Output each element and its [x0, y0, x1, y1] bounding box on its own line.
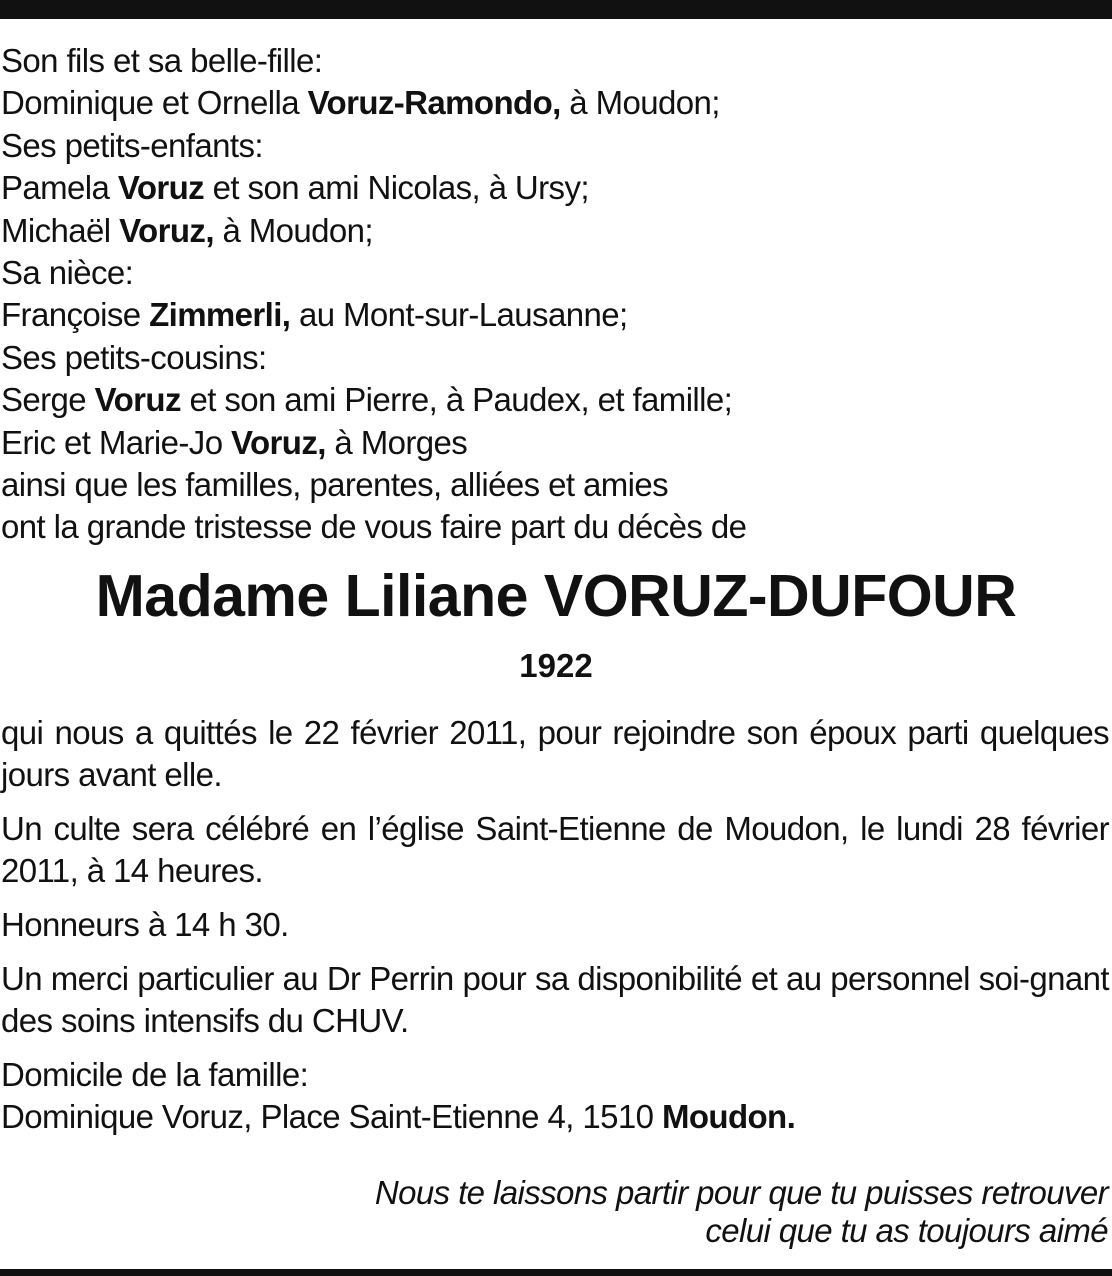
family-heading-grandchildren: [1, 125, 1111, 167]
family-member-line: [1, 210, 1111, 252]
family-surname: Voruz: [117, 169, 205, 207]
top-border-rule: [0, 0, 1112, 19]
family-heading-son: [1, 40, 1111, 82]
family-surname: Voruz-Ramondo,: [307, 84, 561, 122]
family-text: et son ami Pierre, à Paudex, et famille;: [180, 381, 733, 419]
service-paragraph: Un culte sera célébré en l’église Saint-Etienne de Moudon, le lundi 28 février 2011, à 14 heures.: [1, 810, 1109, 889]
family-member-line: [1, 82, 1111, 124]
family-member-line: [1, 294, 1111, 336]
death-paragraph: qui nous a quittés le 22 février 2011, pour rejoindre son époux parti quelques jours avant elle.: [1, 714, 1109, 793]
family-address: [1, 1054, 1109, 1138]
address-label: Domicile de la famille:: [1, 1056, 309, 1093]
family-text: Dominique et Ornella: [1, 84, 308, 122]
family-text: ainsi que les familles, parentes, alliées et amies: [1, 465, 669, 503]
notice-body: [1, 712, 1109, 1150]
family-text: Michaël: [1, 211, 120, 249]
honours-paragraph: Honneurs à 14 h 30.: [1, 906, 289, 943]
family-text: à Moudon;: [213, 211, 374, 249]
family-heading-cousins: [1, 337, 1111, 379]
birth-year: 1922: [519, 647, 593, 684]
verse-line: celui que tu as toujours aimé: [705, 1212, 1108, 1249]
family-text: à Moudon;: [560, 84, 720, 122]
family-text: Son fils et sa belle-fille:: [1, 42, 323, 79]
bottom-border-rule: [0, 1269, 1112, 1276]
family-member-line: [1, 167, 1111, 209]
family-heading-niece: [1, 252, 1111, 294]
family-text: et son ami Nicolas, à Ursy;: [204, 169, 589, 207]
family-text: Ses petits-cousins:: [1, 338, 267, 376]
family-surname: Voruz,: [119, 211, 214, 249]
deceased-name: Madame Liliane VORUZ-DUFOUR: [95, 563, 1017, 629]
family-text: Pamela: [1, 169, 118, 207]
verse-line: Nous te laissons partir pour que tu puisses retrouver: [374, 1174, 1108, 1211]
family-text: Eric et Marie-Jo: [1, 423, 232, 461]
closing-verse: [208, 1174, 1108, 1250]
family-surname: Voruz,: [231, 423, 326, 461]
family-text: Françoise: [1, 296, 150, 334]
family-closing-line: [1, 464, 1111, 506]
thanks-paragraph: Un merci particulier au Dr Perrin pour sa disponibilité et au personnel soi-gnant des soins intensifs du CHUV.: [1, 960, 1109, 1039]
family-text: au Mont-sur-Lausanne;: [290, 296, 628, 334]
family-surname: Zimmerli,: [149, 296, 291, 334]
address-town: Moudon.: [661, 1098, 796, 1135]
family-text: Ses petits-enfants:: [1, 126, 263, 164]
family-surname: Voruz: [94, 381, 181, 419]
family-text: à Morges: [325, 423, 468, 461]
family-member-line: [1, 422, 1111, 464]
family-list: [1, 40, 1111, 549]
family-member-line: [1, 379, 1111, 421]
address-text: Dominique Voruz, Place Saint-Etienne 4, 1510: [1, 1098, 662, 1135]
announcement-line: [1, 506, 1111, 548]
family-text: Serge: [1, 381, 95, 419]
family-text: ont la grande tristesse de vous faire part du décès de: [1, 508, 747, 546]
family-text: Sa nièce:: [1, 253, 134, 291]
